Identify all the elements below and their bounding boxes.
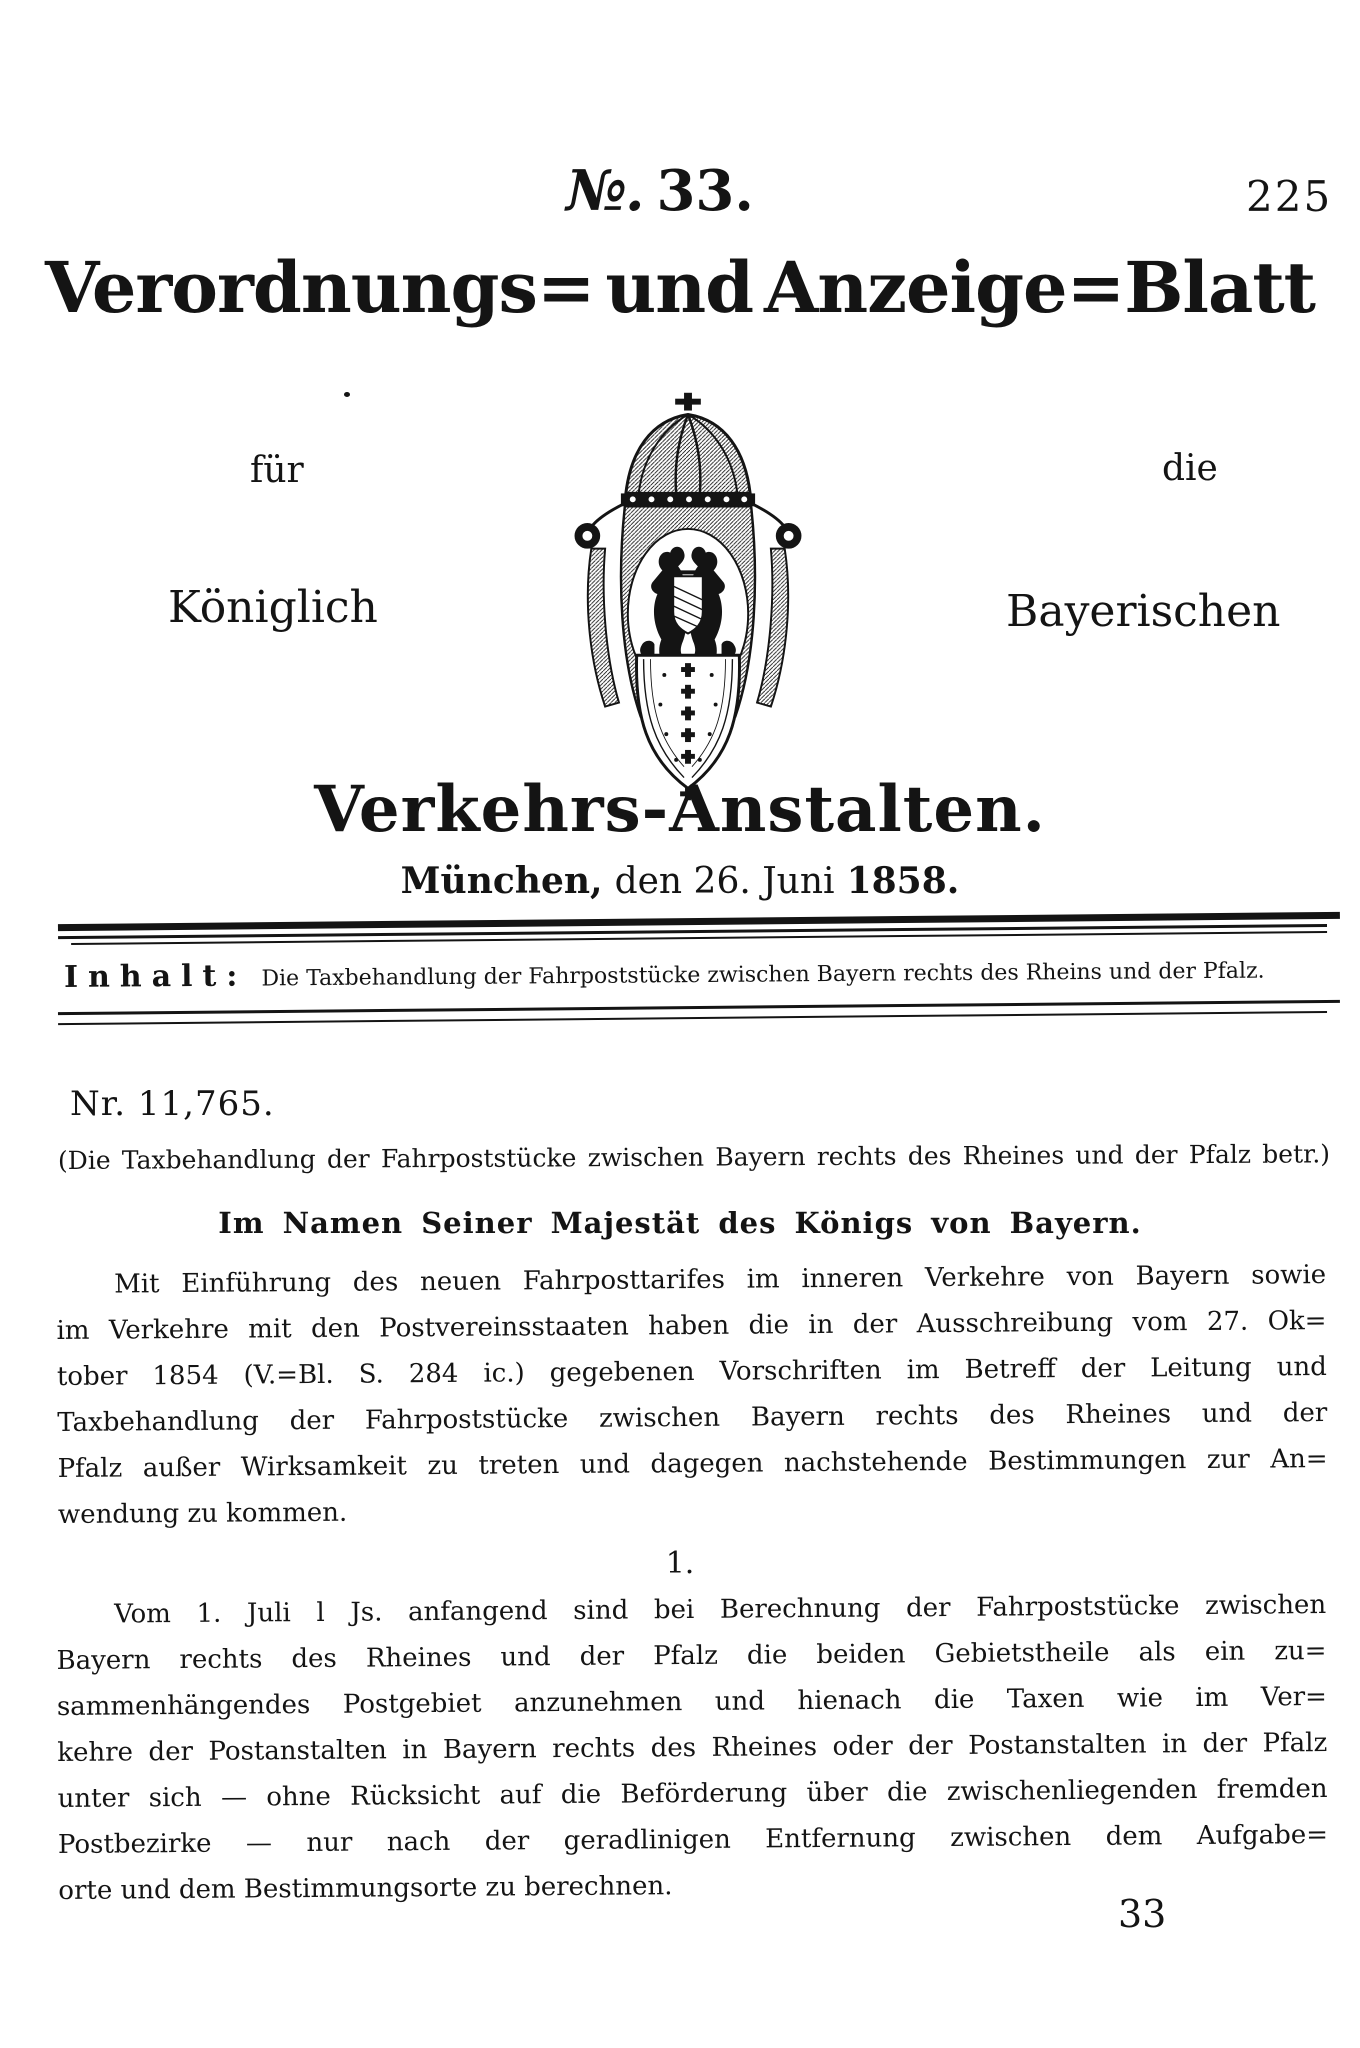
text-line: unter sich — ohne Rücksicht auf die Beförderung über die zwischenliegenden fremden — [57, 1774, 1328, 1814]
text-line: Pfalz außer Wirksamkeit zu treten und dagegen nachstehende Bestimmungen zur An= — [57, 1444, 1328, 1484]
dateline-year: 1858. — [846, 860, 960, 902]
text-line: im Verkehre mit den Postvereinsstaaten haben die in der Ausschreibung vom 27. Ok= — [56, 1306, 1327, 1346]
masthead-title — [45, 246, 1315, 329]
scan-artifact-dot — [344, 392, 350, 397]
text-line: wendung zu kommen. — [57, 1497, 348, 1530]
text-line: kehre der Postanstalten in Bayern rechts des Rheines oder der Postanstalten in der Pfalz — [57, 1728, 1328, 1768]
paragraph-1 — [56, 1252, 1328, 1538]
subtitle: Verkehrs-Anstalten. — [314, 772, 1046, 847]
text-line: orte und dem Bestimmungsorte zu berechnen. — [58, 1871, 673, 1906]
text-line: tober 1854 (V.=Bl. S. 284 ic.) gegebenen Vorschriften im Betreff der Leitung und — [56, 1352, 1327, 1392]
paragraph-2 — [56, 1582, 1328, 1914]
text-line: Postbezirke — nur nach der geradlinigen Entfernung zwischen dem Aufgabe= — [57, 1820, 1329, 1860]
text-line: Vom 1. Juli l Js. anfangend sind bei Berechnung der Fahrpoststücke zwischen — [114, 1590, 1327, 1630]
rule-line — [71, 931, 1327, 945]
dateline — [0, 860, 1360, 902]
text-line: sammenhängendes Postgebiet anzunehmen und hienach die Taxen wie im Ver= — [56, 1682, 1327, 1722]
page-number: 225 — [1246, 172, 1333, 221]
word-bayerischen: Bayerischen — [1006, 586, 1281, 637]
dateline-city: München, — [400, 860, 603, 902]
bavarian-coat-of-arms-icon — [540, 388, 836, 812]
sheet-number: 33 — [1118, 1892, 1167, 1936]
rule-band-bottom — [58, 1000, 1340, 1025]
issue-heading — [0, 158, 1320, 224]
word-die: die — [1162, 448, 1218, 489]
inhalt-text: Die Taxbehandlung der Fahrpoststücke zwischen Bayern rechts des Rheins und der Pfalz. — [261, 958, 1265, 992]
crown — [621, 393, 755, 506]
proclamation-line: Im Namen Seiner Majestät des Königs von Bayern. — [218, 1206, 1142, 1240]
article-subject: (Die Taxbehandlung der Fahrpoststücke zwischen Bayern rechts des Rheines und der Pfalz betr.) — [57, 1139, 1331, 1175]
inhalt-row — [64, 950, 1320, 995]
word-koeniglich: Königlich — [168, 582, 378, 633]
numero-sign: №. — [566, 158, 643, 224]
word-fuer: für — [250, 450, 304, 491]
text-line: Taxbehandlung der Fahrpoststücke zwischen Bayern rechts des Rheines und der — [57, 1398, 1328, 1438]
issue-number: 33. — [656, 158, 754, 224]
section-number: 1. — [665, 1546, 695, 1581]
article-number: Nr. 11,765. — [70, 1084, 275, 1124]
rule-band-top — [58, 912, 1340, 945]
inhalt-label: Inhalt: — [63, 958, 248, 995]
title-part-middle: und — [605, 246, 754, 329]
title-part-right: Anzeige=Blatt — [764, 246, 1315, 329]
text-line: Bayern rechts des Rheines und der Pfalz die beiden Gebietstheile als ein zu= — [56, 1636, 1327, 1676]
title-part-left: Verordnungs= — [45, 246, 595, 329]
text-line: Mit Einführung des neuen Fahrposttarifes im inneren Verkehre von Bayern sowie — [114, 1260, 1327, 1300]
dateline-middle: den 26. Juni — [614, 861, 835, 902]
